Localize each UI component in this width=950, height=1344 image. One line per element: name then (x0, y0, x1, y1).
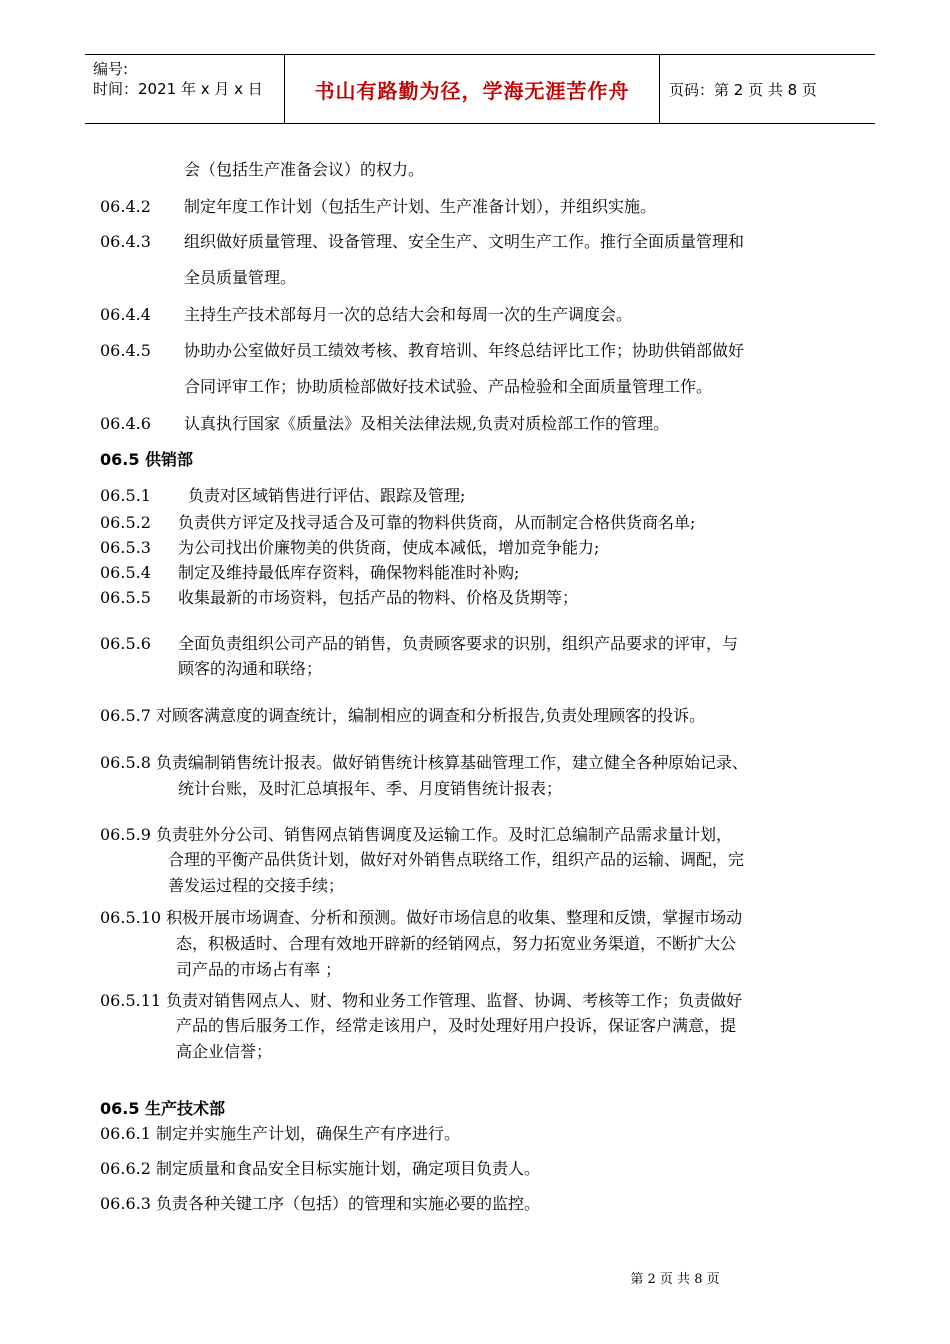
numbered-item (100, 588, 578, 608)
section-heading: 06.5 供销部 (100, 450, 194, 469)
item-text: 认真执行国家《质量法》及相关法律法规,负责对质检部工作的管理。 (184, 414, 670, 433)
numbered-item (100, 197, 656, 217)
text-line: 合同评审工作；协助质检部做好技术试验、产品检验和全面质量管理工作。 (184, 377, 713, 396)
text-line: 06.5.8 负责编制销售统计报表。做好销售统计核算基础管理工作，建立健全各种原始记录、 (100, 753, 748, 772)
item-number: 06.4.3 (100, 232, 151, 251)
item-number: 06.4.2 (100, 197, 151, 216)
item-number: 06.5.3 (100, 538, 151, 557)
item-number: 06.4.4 (100, 305, 151, 324)
item-number: 06.4.6 (100, 414, 151, 433)
item-number: 06.5.5 (100, 588, 151, 607)
header-divider (659, 55, 660, 123)
item-text: 制定年度工作计划（包括生产计划、生产准备计划），并组织实施。 (184, 197, 657, 216)
text-line: 06.5.7 对顾客满意度的调查统计，编制相应的调查和分析报告,负责处理顾客的投诉。 (100, 706, 706, 725)
item-text: 全面负责组织公司产品的销售，负责顾客要求的识别，组织产品要求的评审，与 (178, 634, 739, 653)
numbered-item (100, 341, 744, 361)
text-line: 高企业信誉； (176, 1042, 273, 1061)
text-line: 产品的售后服务工作，经常走该用户，及时处理好用户投诉，保证客户满意，提 (176, 1016, 737, 1035)
item-number: 06.5.1 (100, 486, 151, 505)
text-line: 全员质量管理。 (184, 268, 297, 287)
text-line: 06.6.1 制定并实施生产计划，确保生产有序进行。 (100, 1124, 460, 1143)
item-text: 主持生产技术部每月一次的总结大会和每周一次的生产调度会。 (184, 305, 633, 324)
header-meta (93, 59, 263, 99)
text-line: 态，积极适时、合理有效地开辟新的经销网点，努力拓宽业务渠道，不断扩大公 (176, 934, 737, 953)
text-line: 善发运过程的交接手续； (168, 876, 345, 895)
text-line: 06.6.2 制定质量和食品安全目标实施计划，确定项目负责人。 (100, 1159, 540, 1178)
item-text: 组织做好质量管理、设备管理、安全生产、文明生产工作。推行全面质量管理和 (184, 232, 745, 251)
numbered-item (100, 232, 744, 252)
page-footer: 第 2 页 共 8 页 (630, 1272, 720, 1287)
item-number: 06.5.2 (100, 513, 151, 532)
text-line: 06.5.11 负责对销售网点人、财、物和业务工作管理、监督、协调、考核等工作；负责做好 (100, 991, 743, 1010)
item-text: 负责供方评定及找寻适合及可靠的物料供货商，从而制定合格供货商名单; (178, 513, 696, 532)
item-number: 06.4.5 (100, 341, 151, 360)
text-line: 06.5.10 积极开展市场调查、分析和预测。做好市场信息的收集、整理和反馈，掌握市场动 (100, 908, 743, 927)
text-line: 06.6.3 负责各种关键工序（包括）的管理和实施必要的监控。 (100, 1194, 540, 1213)
header-page-label: 页码：第 2 页 共 8 页 (669, 81, 817, 99)
item-text: 协助办公室做好员工绩效考核、教育培训、年终总结评比工作；协助供销部做好 (184, 341, 745, 360)
numbered-item (100, 634, 738, 654)
numbered-item (100, 513, 695, 533)
page-header (85, 54, 875, 124)
code-label: 编号: (93, 60, 129, 78)
numbered-item (100, 563, 519, 583)
item-number: 06.5.6 (100, 634, 151, 653)
numbered-item (100, 414, 669, 434)
item-number: 06.5.4 (100, 563, 151, 582)
numbered-item (100, 538, 599, 558)
text-line: 顾客的沟通和联络； (178, 659, 323, 678)
text-line: 合理的平衡产品供货计划，做好对外销售点联络工作，组织产品的运输、调配，完 (168, 850, 745, 869)
header-motto: 书山有路勤为径，学海无涯苦作舟 (314, 79, 630, 103)
item-text: 负责对区域销售进行评估、跟踪及管理; (188, 486, 466, 505)
text-line: 会（包括生产准备会议）的权力。 (184, 160, 425, 179)
text-line: 06.5.9 负责驻外分公司、销售网点销售调度及运输工作。及时汇总编制产品需求量计划， (100, 825, 732, 844)
text-line: 司产品的市场占有率 ； (176, 960, 342, 979)
item-text: 制定及维持最低库存资料，确保物料能准时补购; (178, 563, 520, 582)
item-text: 收集最新的市场资料，包括产品的物料、价格及货期等； (178, 588, 579, 607)
time-label: 时间：2021 年 x 月 x 日 (93, 80, 263, 98)
numbered-item (100, 305, 632, 325)
numbered-item (100, 486, 465, 506)
item-text: 为公司找出价廉物美的供货商，使成本减低，增加竞争能力; (178, 538, 600, 557)
text-line: 统计台账，及时汇总填报年、季、月度销售统计报表； (178, 779, 563, 798)
section-heading: 06.5 生产技术部 (100, 1099, 226, 1118)
